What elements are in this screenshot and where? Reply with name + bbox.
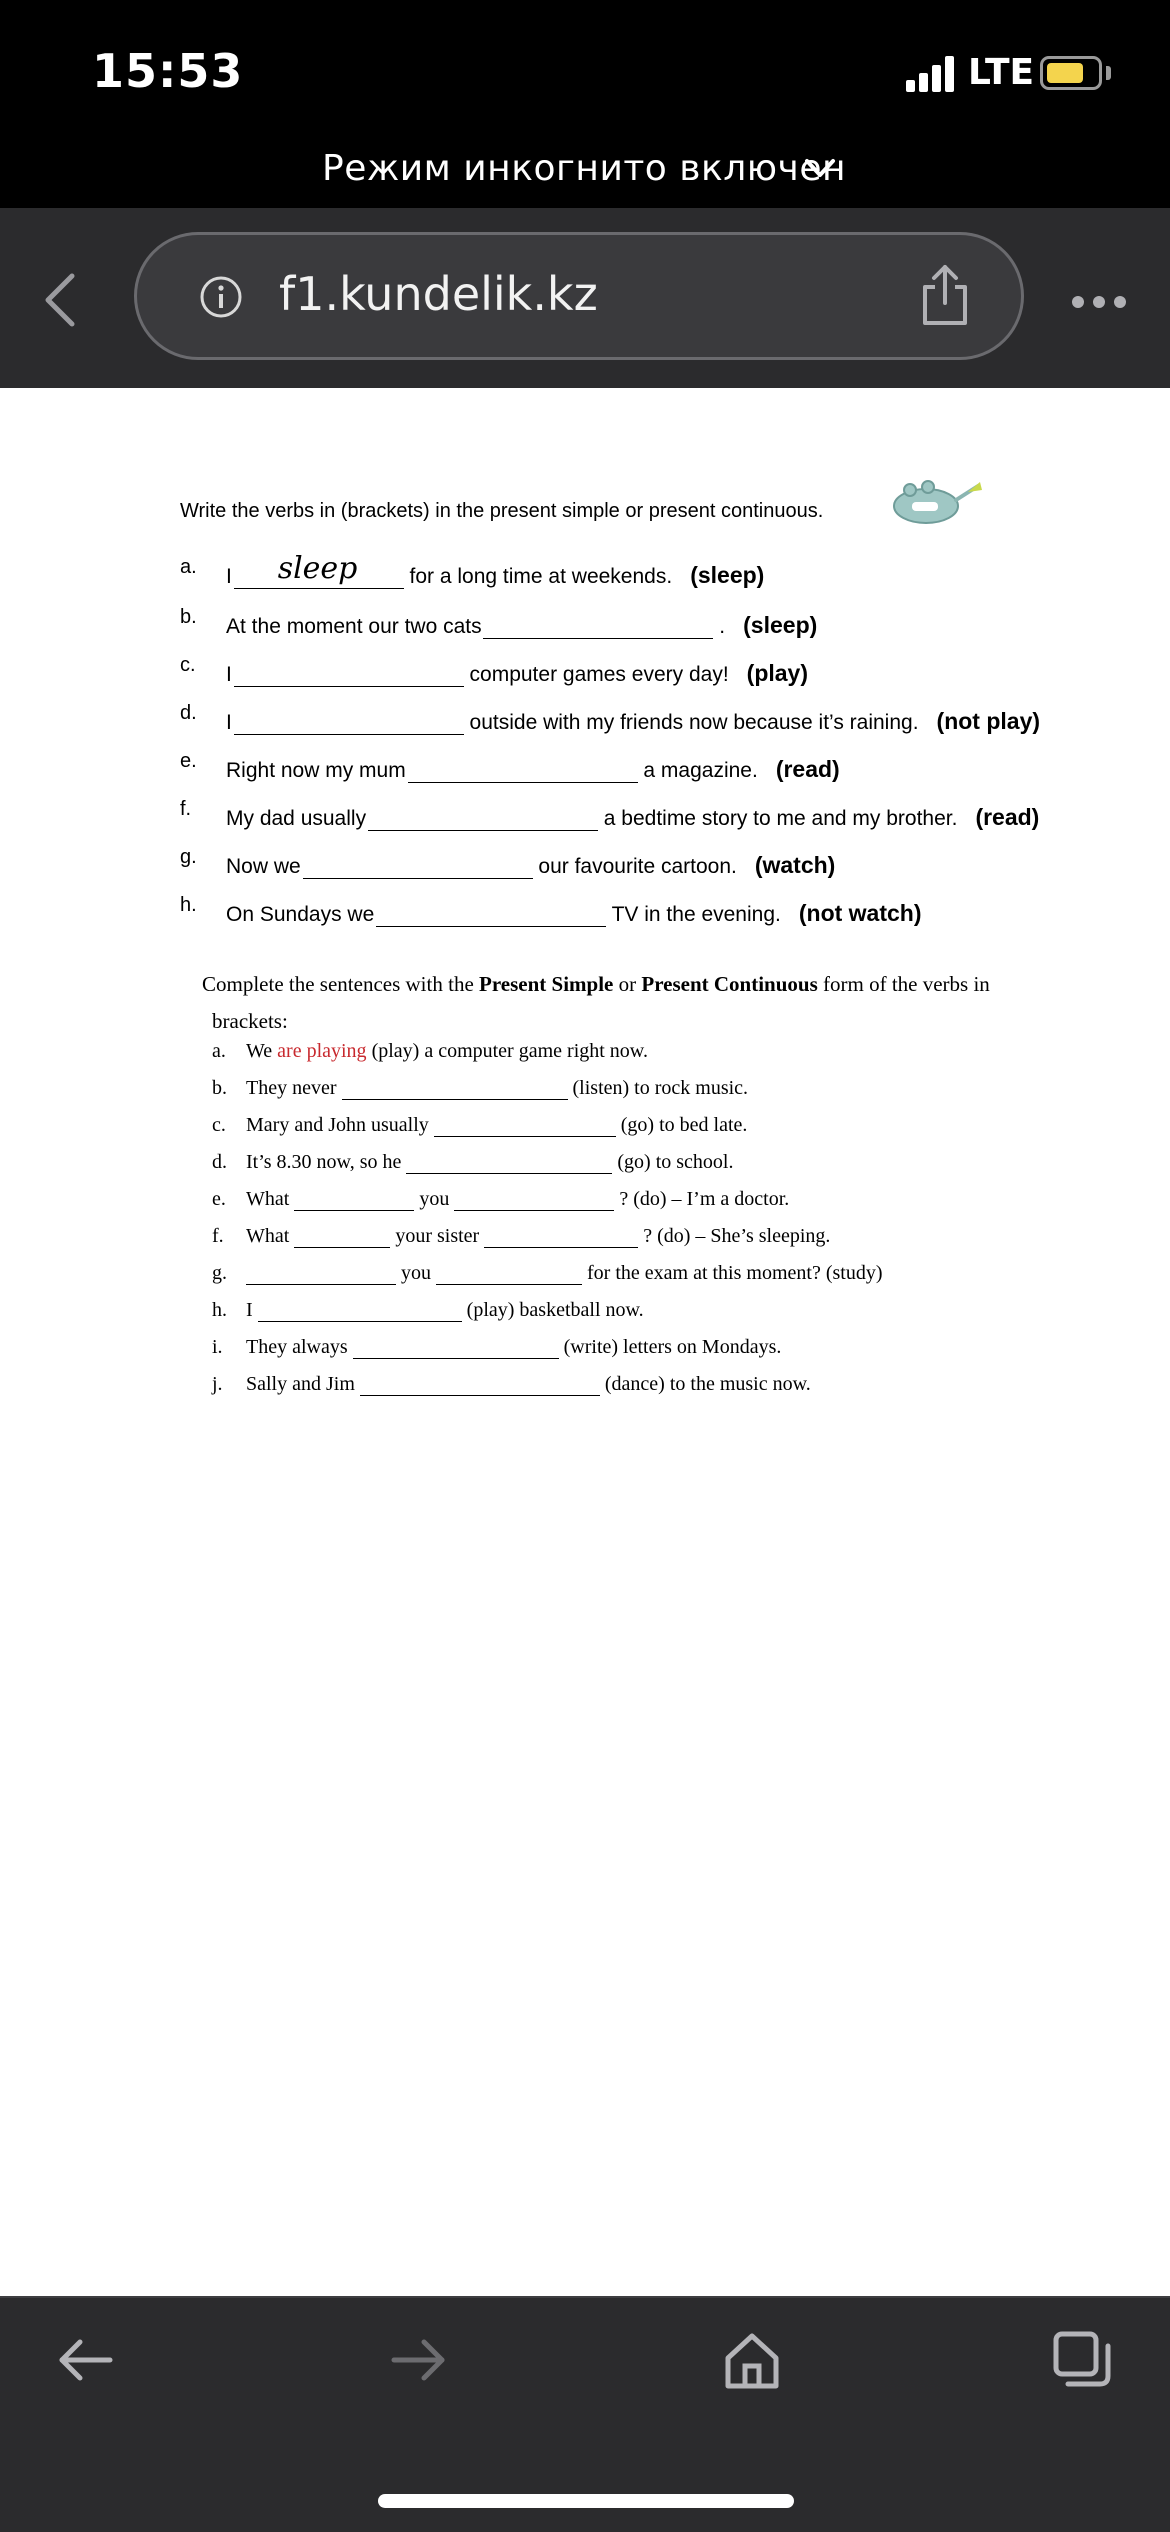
exercise2-item — [212, 1299, 1112, 1333]
item-sentence — [246, 1336, 781, 1359]
item-sentence — [246, 1225, 830, 1248]
exercise2-item — [212, 1336, 1112, 1370]
exercise2-item — [212, 1262, 1112, 1296]
sentence-start: Mary and John usually — [246, 1114, 429, 1136]
sentence-end: ? (do) – She’s sleeping. — [643, 1225, 831, 1247]
forward-arrow-icon[interactable] — [386, 2328, 450, 2392]
sentence-end: a bedtime story to me and my brother. — [603, 807, 958, 830]
url-text[interactable]: f1.kundelik.kz — [279, 267, 598, 321]
exercise2-item — [212, 1040, 1112, 1074]
verb-hint: (not play) — [936, 708, 1041, 734]
answer-blank[interactable] — [436, 1265, 582, 1285]
item-sentence — [226, 708, 1040, 735]
sentence-start: I — [226, 565, 232, 588]
answer-blank[interactable] — [360, 1376, 600, 1396]
answer-blank[interactable] — [246, 1265, 396, 1285]
sentence-end: a magazine. — [643, 759, 758, 782]
exercise2-item — [212, 1225, 1112, 1259]
exercise2-title — [202, 966, 1062, 1040]
exercise1-item — [180, 846, 1080, 886]
more-icon[interactable] — [1070, 294, 1128, 310]
share-icon[interactable] — [917, 263, 973, 327]
back-arrow-icon[interactable] — [54, 2328, 118, 2392]
item-letter: d. — [180, 702, 197, 724]
item-letter: h. — [212, 1299, 227, 1321]
item-sentence — [226, 804, 1039, 831]
item-letter: b. — [180, 606, 197, 628]
answer-blank[interactable] — [408, 761, 638, 783]
answer-blank[interactable] — [342, 1080, 568, 1100]
sentence-start: Right now my mum — [226, 759, 406, 782]
exercise2-title-part2: or — [613, 972, 642, 996]
item-letter: j. — [212, 1373, 223, 1395]
chevron-down-icon — [804, 158, 836, 180]
verb-hint: (sleep) — [690, 562, 765, 588]
battery-cap — [1106, 66, 1111, 80]
sentence-end: outside with my friends now because it’s raining. — [469, 711, 919, 734]
battery-icon — [1040, 56, 1102, 90]
incognito-label: Режим инкогнито включен — [322, 148, 847, 189]
item-letter: a. — [180, 556, 197, 578]
exercise2-item — [212, 1114, 1112, 1148]
tabs-icon[interactable] — [1050, 2328, 1114, 2392]
item-sentence — [246, 1040, 648, 1063]
answer-blank[interactable] — [376, 905, 606, 927]
signal-strength-icon — [906, 56, 956, 92]
item-letter: f. — [212, 1225, 224, 1247]
sentence-end: (go) to bed late. — [620, 1114, 748, 1136]
item-letter: h. — [180, 894, 197, 916]
exercise2-title-part3: form of the verbs in — [817, 972, 990, 996]
sentence-start: Sally and Jim — [246, 1373, 355, 1395]
sentence-end: ? (do) – I’m a doctor. — [619, 1188, 790, 1210]
item-sentence — [246, 1299, 644, 1322]
present-simple-label: Present Simple — [479, 972, 614, 996]
present-continuous-label: Present Continuous — [641, 972, 818, 996]
sentence-end: (play) basketball now. — [466, 1299, 644, 1321]
item-letter: f. — [180, 798, 192, 820]
back-chevron-icon[interactable] — [40, 272, 80, 328]
item-sentence — [246, 1077, 748, 1100]
exercise2-item — [212, 1077, 1112, 1111]
sentence-end: (listen) to rock music. — [572, 1077, 749, 1099]
answer-blank[interactable] — [234, 665, 464, 687]
sentence-middle: you — [419, 1188, 450, 1210]
sentence-start: I — [246, 1299, 253, 1321]
exercise1-item — [180, 894, 1080, 934]
worksheet-page — [0, 388, 1170, 2296]
item-sentence — [226, 852, 835, 879]
verb-hint: (not watch) — [798, 900, 922, 926]
answer-blank[interactable] — [258, 1302, 462, 1322]
sentence-end: our favourite cartoon. — [538, 855, 737, 878]
answer-blank[interactable] — [353, 1339, 559, 1359]
item-letter: e. — [212, 1188, 226, 1210]
verb-hint: (play) — [746, 660, 808, 686]
exercise1-item — [180, 702, 1080, 742]
answer-blank[interactable] — [294, 1228, 390, 1248]
verb-hint: (read) — [775, 756, 840, 782]
exercise1-item — [180, 654, 1080, 694]
exercise1-item — [180, 606, 1080, 646]
sentence-start: I — [226, 711, 232, 734]
sentence-end: . — [719, 615, 726, 638]
item-sentence — [246, 1262, 882, 1285]
sentence-start: I — [226, 663, 232, 686]
handwritten-answer: sleep — [277, 551, 358, 586]
item-letter: e. — [180, 750, 197, 772]
monster-mascot-icon — [888, 480, 984, 526]
item-sentence — [226, 900, 922, 927]
address-bar[interactable] — [134, 232, 1024, 360]
sentence-end: (dance) to the music now. — [604, 1373, 811, 1395]
item-letter: c. — [212, 1114, 226, 1136]
exercise2-title-part1: Complete the sentences with the — [202, 972, 480, 996]
info-icon[interactable] — [199, 275, 243, 319]
sentence-end: computer games every day! — [469, 663, 729, 686]
browser-toolbar — [0, 208, 1170, 388]
home-indicator[interactable] — [378, 2494, 794, 2508]
item-sentence — [226, 612, 817, 639]
sentence-start: What — [246, 1225, 290, 1247]
item-sentence — [226, 756, 840, 783]
sentence-start: On Sundays we — [226, 903, 375, 926]
answer-blank[interactable] — [234, 551, 404, 589]
answer-blank[interactable] — [434, 1117, 616, 1137]
item-letter: i. — [212, 1336, 223, 1358]
incognito-banner[interactable] — [0, 140, 1170, 208]
answer-blank[interactable] — [454, 1191, 614, 1211]
answer-blank[interactable] — [484, 1228, 638, 1248]
sentence-start: My dad usually — [226, 807, 367, 830]
sentence-end: for a long time at weekends. — [409, 565, 673, 588]
item-sentence — [246, 1151, 733, 1174]
status-time: 15:53 — [92, 44, 244, 98]
sentence-end: for the exam at this moment? (study) — [587, 1262, 883, 1284]
answer-blank[interactable] — [368, 809, 598, 831]
verb-hint: (sleep) — [743, 612, 818, 638]
item-letter: g. — [212, 1262, 227, 1284]
sentence-start: We — [246, 1040, 273, 1062]
item-sentence — [246, 1114, 747, 1137]
sentence-start: They never — [246, 1077, 337, 1099]
sentence-start: It’s 8.30 now, so he — [246, 1151, 402, 1173]
exercise1-title: Write the verbs in (brackets) in the present simple or present continuous. — [180, 500, 824, 522]
exercise1-item — [180, 551, 1080, 596]
example-answer: are playing — [277, 1040, 367, 1062]
sentence-end: (write) letters on Mondays. — [563, 1336, 782, 1358]
sentence-middle: your sister — [395, 1225, 480, 1247]
sentence-start: What — [246, 1188, 290, 1210]
verb-hint: (watch) — [754, 852, 836, 878]
verb-hint: (read) — [975, 804, 1040, 830]
home-icon[interactable] — [720, 2328, 784, 2392]
sentence-end: (go) to school. — [617, 1151, 734, 1173]
network-type: LTE — [968, 52, 1035, 93]
answer-blank[interactable] — [303, 857, 533, 879]
item-sentence — [226, 660, 808, 687]
sentence-end: (play) a computer game right now. — [371, 1040, 648, 1062]
exercise2-item — [212, 1373, 1112, 1407]
exercise1-item — [180, 798, 1080, 838]
answer-blank[interactable] — [294, 1191, 414, 1211]
item-sentence — [246, 1188, 789, 1211]
exercise2-item — [212, 1151, 1112, 1185]
item-letter: d. — [212, 1151, 227, 1173]
answer-blank[interactable] — [406, 1154, 612, 1174]
sentence-middle: you — [401, 1262, 431, 1284]
item-sentence — [246, 1373, 811, 1396]
item-letter: a. — [212, 1040, 226, 1062]
sentence-end: TV in the evening. — [611, 903, 781, 926]
exercise2-item — [212, 1188, 1112, 1222]
item-sentence — [226, 551, 765, 589]
sentence-start: Now we — [226, 855, 301, 878]
exercise1-item — [180, 750, 1080, 790]
status-bar — [0, 0, 1170, 140]
answer-blank[interactable] — [234, 713, 464, 735]
item-letter: b. — [212, 1077, 227, 1099]
item-letter: c. — [180, 654, 196, 676]
exercise2-title-line2: brackets: — [212, 1009, 288, 1033]
sentence-start: They always — [246, 1336, 348, 1358]
item-letter: g. — [180, 846, 197, 868]
answer-blank[interactable] — [483, 617, 713, 639]
sentence-start: At the moment our two cats — [226, 615, 482, 638]
